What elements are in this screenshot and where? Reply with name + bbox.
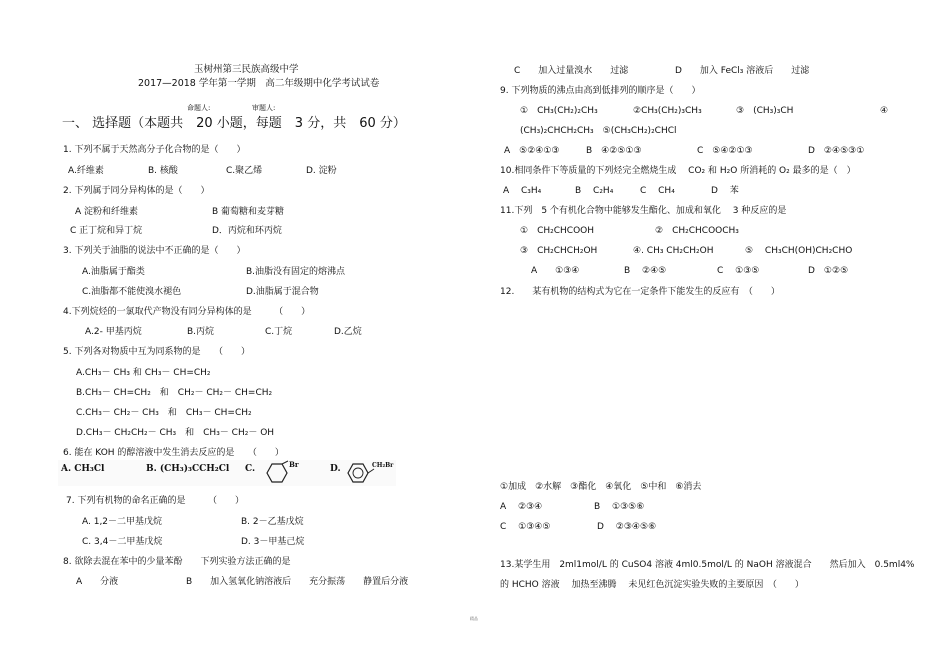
q7-option-c: C. 3,4－二甲基戊烷: [82, 537, 163, 547]
q1-option-c: C.聚乙烯: [226, 166, 263, 176]
q7-option-d: D. 3－甲基己烷: [241, 537, 305, 547]
q8-option-a: A 分液: [76, 577, 119, 587]
q11-item-2: ② CH₂CHCOOCH₃: [655, 226, 739, 236]
q11-item-4: ④. CH₃ CH₂CH₂OH: [633, 246, 714, 256]
question-7: 7. 下列有机物的命名正确的是 （ ）: [66, 496, 244, 506]
q10-option-d: D 苯: [711, 186, 739, 196]
page-mark: 精品: [470, 616, 478, 621]
q11-option-c: C ①③⑤: [717, 266, 760, 276]
q9-item-1: ① CH₃(CH₂)₂CH₃: [520, 106, 598, 116]
q12-option-c: C ①③④⑤: [500, 522, 551, 532]
q1-option-a: A.纤维素: [68, 166, 104, 176]
q4-option-a: A.2- 甲基丙烷: [85, 327, 142, 337]
q1-option-d: D. 淀粉: [306, 166, 337, 176]
q9-item-2: ②CH₃(CH₂)₃CH₃: [633, 106, 702, 116]
question-1: 1. 下列不属于天然高分子化合物的是（ ）: [63, 145, 246, 155]
q3-option-a: A.油脂属于酯类: [82, 267, 145, 277]
q6-option-c: C.: [245, 464, 256, 474]
q11-item-3: ③ CH₂CHCH₂OH: [520, 246, 598, 256]
q5-option-d: D.CH₃－ CH₂CH₂－ CH₃ 和 CH₃－ CH₂－ OH: [76, 428, 275, 438]
q2-option-b: B 葡萄糖和麦芽糖: [212, 207, 285, 217]
q10-option-c: C CH₄: [640, 186, 675, 196]
q11-option-a: A ①③④: [531, 266, 580, 276]
q8-option-b: B 加入氢氧化钠溶液后 充分振荡 静置后分液: [186, 577, 409, 587]
q6-c-substituent: Br: [289, 460, 299, 469]
q6-d-substituent: CH₂Br: [372, 462, 394, 469]
q5-option-b: B.CH₃－ CH=CH₂ 和 CH₂－ CH₂－ CH=CH₂: [76, 388, 273, 398]
q12-reactions: ①加成 ②水解 ③酯化 ④氧化 ⑤中和 ⑥消去: [500, 482, 702, 492]
q6-option-d: D.: [330, 464, 341, 474]
question-8: 8. 欲除去混在苯中的少量苯酚 下列实验方法正确的是: [63, 557, 291, 567]
q3-option-c: C.油脂都不能使溴水褪色: [82, 287, 182, 297]
q11-item-5: ⑤ CH₃CH(OH)CH₂CHO: [745, 246, 853, 256]
q4-option-c: C.丁烷: [265, 327, 293, 337]
q3-option-b: B.油脂没有固定的熔沸点: [246, 267, 346, 277]
q3-option-d: D.油脂属于混合物: [246, 287, 319, 297]
question-2: 2. 下列属于同分异构体的是（ ）: [63, 186, 210, 196]
question-13-line-1: 13.某学生用 2ml1mol/L 的 CuSO4 溶液 4ml0.5mol/L 的 NaOH 溶液混合 然后加入 0.5ml4%: [500, 560, 915, 570]
q10-option-b: B C₂H₄: [575, 186, 614, 196]
q9-option-d: D ②④⑤③①: [808, 146, 865, 156]
q12-option-b: B ①③⑤⑥: [594, 502, 645, 512]
question-11: 11.下列 5 个有机化合物中能够发生酯化、加成和氧化 3 种反应的是: [500, 206, 787, 216]
q5-option-a: A.CH₃－ CH₃ 和 CH₃－ CH=CH₂: [76, 368, 211, 378]
q9-option-a: A ⑤②④①③: [504, 146, 560, 156]
reviewer-label: 审题人:: [252, 104, 276, 112]
q6-options-image: [58, 460, 396, 486]
q5-option-c: C.CH₃－ CH₂－ CH₃ 和 CH₃－ CH=CH₂: [76, 408, 252, 418]
q2-option-d: D．丙烷和环丙烷: [212, 226, 282, 236]
proposer-label: 命题人:: [187, 104, 211, 112]
q2-option-c: C 正丁烷和异丁烷: [70, 226, 143, 236]
q10-option-a: A C₃H₄: [503, 186, 542, 196]
q6-option-a: A. CH₃Cl: [61, 464, 105, 474]
q8-option-c: C 加入过量溴水 过滤: [514, 66, 629, 76]
exam-title: 2017—2018 学年第一学期 高二年级期中化学考试试卷: [138, 78, 380, 89]
q8-option-d: D 加入 FeCl₃ 溶液后 过滤: [675, 66, 810, 76]
question-4: 4.下列烷烃的一氯取代产物没有同分异构体的是 （ ）: [63, 307, 311, 317]
q6-option-b: B. (CH₃)₃CCH₂Cl: [146, 464, 230, 474]
question-12: 12. 某有机物的结构式为它在一定条件下能发生的反应有 （ ）: [500, 287, 780, 297]
question-13-line-2: 的 HCHO 溶液 加热至沸腾 未见红色沉淀实验失败的主要原因 （ ）: [500, 580, 804, 590]
q9-item-3: ③ (CH₃)₃CH: [736, 106, 794, 116]
q7-option-b: B. 2－乙基戊烷: [241, 517, 304, 527]
question-10: 10.相同条件下等质量的下列烃完全燃烧生成 CO₂ 和 H₂O 所消耗的 O₂ 最多的是（ ）: [500, 166, 856, 176]
question-3: 3. 下列关于油脂的说法中不正确的是（ ）: [63, 246, 246, 256]
q11-option-b: B ②④⑤: [624, 266, 667, 276]
question-9: 9. 下列物质的沸点由高到低排列的顺序是（ ）: [500, 86, 701, 96]
q9-item-4: ④: [880, 106, 889, 116]
q2-option-a: A 淀粉和纤维素: [75, 207, 139, 217]
q1-option-b: B. 核酸: [148, 166, 178, 176]
question-6: 6. 能在 KOH 的醇溶液中发生消去反应的是 （ ）: [63, 448, 284, 458]
school-name: 玉树州第三民族高级中学: [194, 64, 299, 75]
q9-option-c: C ⑤④②①③: [697, 146, 753, 156]
q11-item-1: ① CH₂CHCOOH: [520, 226, 594, 236]
q4-option-d: D.乙烷: [334, 327, 362, 337]
q12-option-d: D ②③④⑤⑥: [597, 522, 657, 532]
question-5: 5. 下列各对物质中互为同系物的是 （ ）: [63, 347, 250, 357]
q4-option-b: B.丙烷: [187, 327, 215, 337]
section-title: 一、 选择题（本题共 20 小题，每题 3 分，共 60 分）: [62, 116, 406, 131]
q11-option-d: D ①②⑤: [808, 266, 849, 276]
q12-option-a: A ②③④: [500, 502, 543, 512]
q7-option-a: A. 1,2－二甲基戊烷: [82, 517, 163, 527]
q9-option-b: B ④②⑤①③: [586, 146, 642, 156]
q9-item-4-5: (CH₃)₂CHCH₂CH₃ ⑤(CH₃CH₂)₂CHCl: [520, 126, 677, 136]
